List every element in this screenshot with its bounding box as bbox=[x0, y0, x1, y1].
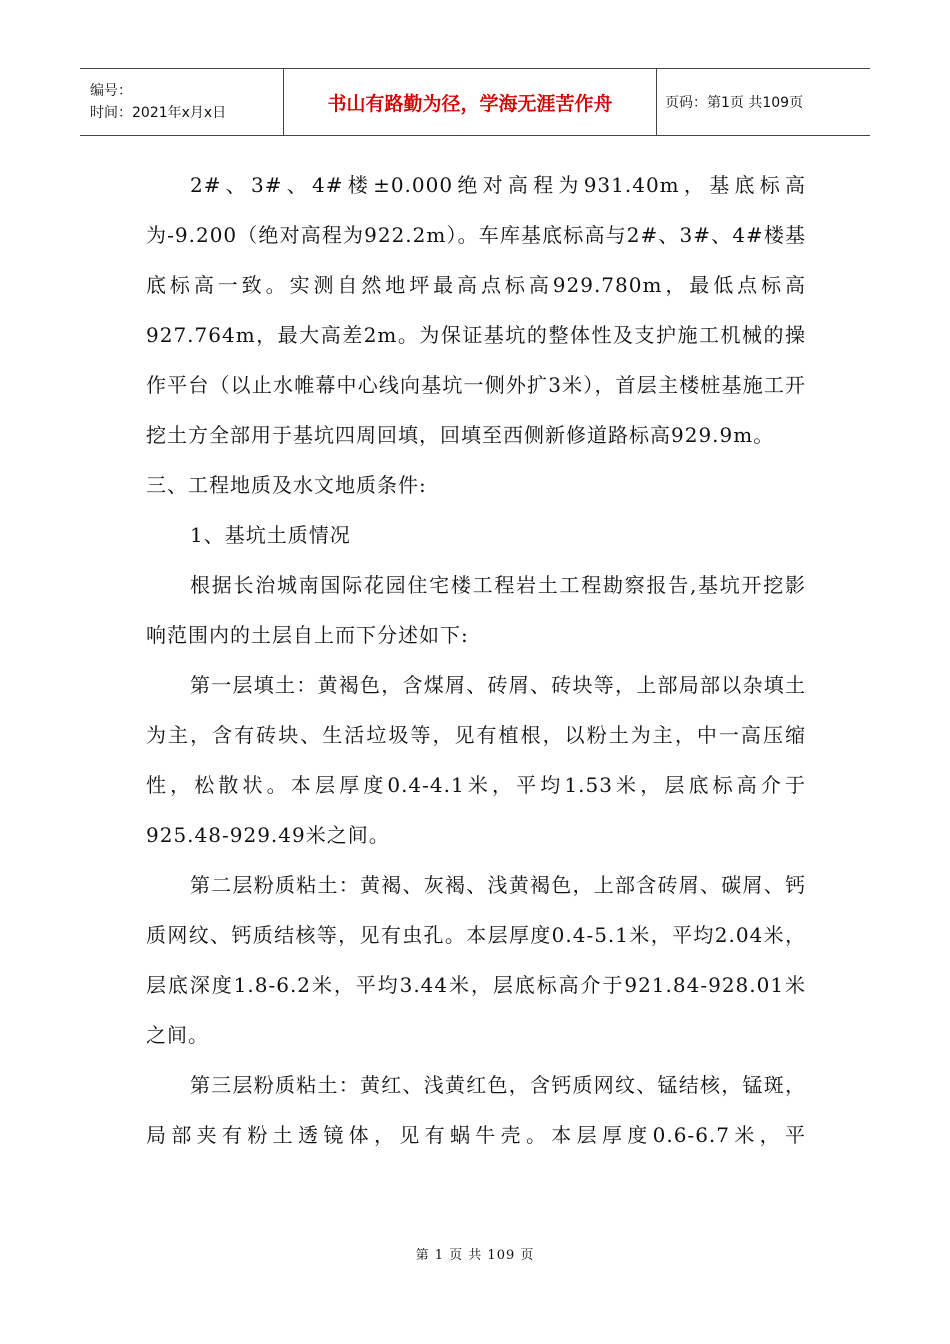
paragraph-layer-2: 第二层粉质粘土：黄褐、灰褐、浅黄褐色，上部含砖屑、碳屑、钙质网纹、钙质结核等，见有虫孔。本层厚度0.4-5.1米，平均2.04米，层底深度1.8-6.2米，平均3.44米，层底标高介于921.84-928.01米之间。 bbox=[146, 873, 806, 1047]
document-body bbox=[146, 160, 806, 1160]
paragraph-survey-report: 根据长治城南国际花园住宅楼工程岩土工程勘察报告,基坑开挖影响范围内的土层自上而下分述如下: bbox=[146, 573, 806, 647]
header-meta bbox=[80, 69, 283, 135]
document-time-label: 时间：2021年x月x日 bbox=[90, 105, 227, 121]
page-header bbox=[80, 68, 870, 136]
page-footer: 第 1 页 共 109 页 bbox=[415, 1248, 535, 1263]
document-number-label: 编号： bbox=[90, 83, 132, 99]
subsection-heading-soil: 1、基坑土质情况 bbox=[190, 523, 351, 547]
paragraph-layer-3: 第三层粉质粘土：黄红、浅黄红色，含钙质网纹、锰结核，锰斑，局部夹有粉土透镜体，见有蜗牛壳。本层厚度0.6-6.7米，平 bbox=[146, 1073, 806, 1147]
header-page-cell bbox=[657, 69, 870, 135]
paragraph-elevation: 2#、3#、4#楼±0.000绝对高程为931.40m，基底标高为-9.200（绝对高程为922.2m）。车库基底标高与2#、3#、4#楼基底标高一致。实测自然地坪最高点标高929.780m，最低点标高927.764m，最大高差2m。为保证基坑的整体性及支护施工机械的操作平台（以止水帷幕中心线向基坑一侧外扩3米），首层主楼桩基施工开挖土方全部用于基坑四周回填，回填至西侧新修道路标高929.9m。 bbox=[146, 173, 806, 447]
header-slogan-cell bbox=[283, 69, 657, 135]
header-slogan: 书山有路勤为径，学海无涯苦作舟 bbox=[327, 92, 613, 115]
header-page-number: 页码：第1页 共109页 bbox=[665, 95, 804, 111]
section-heading-geology: 三、工程地质及水文地质条件: bbox=[146, 473, 427, 497]
paragraph-layer-1: 第一层填土：黄褐色，含煤屑、砖屑、砖块等，上部局部以杂填土为主，含有砖块、生活垃圾等，见有植根，以粉土为主，中一高压缩性，松散状。本层厚度0.4-4.1米，平均1.53米，层底标高介于925.48-929.49米之间。 bbox=[146, 673, 806, 847]
